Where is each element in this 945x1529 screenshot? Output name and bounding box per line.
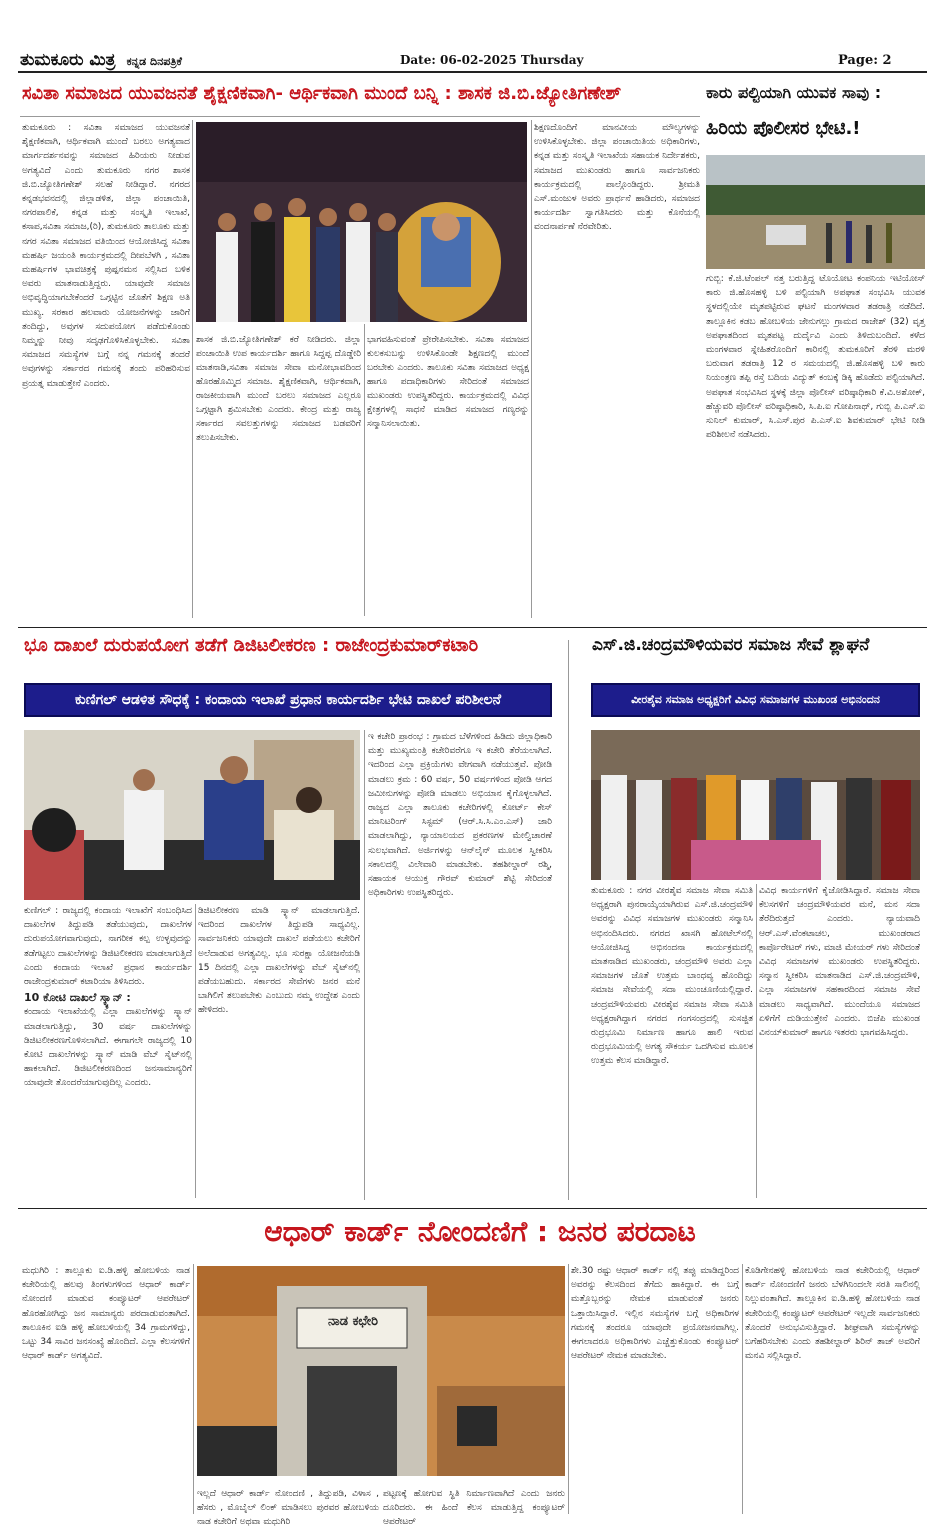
office-inspection-image bbox=[24, 730, 360, 900]
story2-body bbox=[706, 272, 925, 620]
story4-headline: ಎಸ್.ಜಿ.ಚಂದ್ರಮೌಳಿಯವರ ಸಮಾಜ ಸೇವೆ ಶ್ಲಾಘನೆ bbox=[592, 635, 870, 655]
story2-headline-1: ಕಾರು ಪಲ್ಟಿಯಾಗಿ ಯುವಕ ಸಾವು : bbox=[706, 83, 882, 102]
story3-column-1 bbox=[24, 904, 192, 1198]
story2-headline-2: ಹಿರಿಯ ಪೊಲೀಸರ ಭೇಟಿ.! bbox=[706, 118, 861, 139]
nada-kacheri-building-image bbox=[197, 1266, 565, 1476]
column-divider bbox=[192, 120, 193, 618]
story3-text-left: ಕುಣಿಗಲ್ : ರಾಜ್ಯದಲ್ಲಿ ಕಂದಾಯ ಇಲಾಖೆಗೆ ಸಂಬಂಧಿಸಿದ ದಾಖಲೆಗಳ ತಿದ್ದುಪಡಿ ತಡೆಯುವುದು, ದಾಖಲೆಗಳ ದುರುಪಯೋಗವಾಗುವುದು, ನಾಗರೀಕ ಕಲ್ಪ ಉಳ್ಳವುದನ್ನು ತಡೆಗಟ್ಟಲು ದಾಖಲೆಗಳನ್ನು ಡಿಜಿಟಲೀಕರಣ ಮಾಡಲಾಗುತ್ತಿದೆ ಎಂದು ಕಂದಾಯ ಇಲಾಖೆ ಪ್ರಧಾನ ಕಾರ್ಯದರ್ಶಿ ರಾಜೇಂದ್ರಕುಮಾರ್ ಕಟಾರಿಯಾ ತಿಳಿಸಿದರು. bbox=[24, 906, 192, 988]
newspaper-tagline: ಕನ್ನಡ ದಿನಪತ್ರಿಕೆ bbox=[126, 55, 182, 68]
story5-text-1: ಮಧುಗಿರಿ : ತಾಲ್ಲೂಕು ಐ.ಡಿ.ಹಳ್ಳಿ ಹೋಬಳಿಯ ನಾಡ ಕಚೇರಿಯಲ್ಲಿ ಹಲವು ತಿಂಗಳುಗಳಿಂದ ಆಧಾರ್ ಕಾರ್ಡ್ ನೋಂದಣಿ ಮಾಡುವ ಕಂಪ್ಯೂಟರ್ ಆಪರೇಟರ್ ಹೊರಹೋಗಿದ್ದು ಜನ ಸಾಮಾನ್ಯರು ಪರದಾಡುವಂತಾಗಿದೆ. ತಾಲೂಕಿನ ಐಡಿ ಹಳ್ಳಿ ಹೋಬಳಿಯಲ್ಲಿ 34 ಗ್ರಾಮಗಳಿದ್ದು, ಒಟ್ಟು 34 ಸಾವಿರ ಜನಸಂಖ್ಯೆ ಹೊಂದಿದೆ. ಎಲ್ಲಾ ಕೆಲಸಗಳಿಗೆ ಆಧಾರ್ ಕಾರ್ಡ್ ಅಗತ್ಯವಿದೆ. bbox=[22, 1266, 190, 1362]
divider bbox=[20, 116, 700, 117]
story1-column-4 bbox=[534, 121, 700, 616]
story1-column-2 bbox=[196, 324, 361, 616]
column-divider bbox=[364, 730, 365, 1200]
story5-text-3: ಶೇ.30 ರಷ್ಟು ಆಧಾರ್ ಕಾರ್ಡ್ ನಲ್ಲಿ ತಪ್ಪು ಮಾಡಿದ್ದರಿಂದ ಅವರನ್ನು ಕೆಲಸದಿಂದ ತೆಗೆದು ಹಾಕಿದ್ದಾರೆ. ಈ ಬಗ್ಗೆ ಮತ್ತೊಬ್ಬರನ್ನು ನೇಮಕ ಮಾಡುವಂತೆ ಜನರು ಒತ್ತಾಯಿಸಿದ್ದಾರೆ. ಇಲ್ಲಿನ ಸಮಸ್ಯೆಗಳ ಬಗ್ಗೆ ಅಧಿಕಾರಿಗಳ ಗಮನಕ್ಕೆ ತಂದರೂ ಯಾವುದೇ ಪ್ರಯೋಜನವಾಗಿಲ್ಲ. ಈಗಲಾದರೂ ಅಧಿಕಾರಿಗಳು ಎಚ್ಚೆತ್ತುಕೊಂಡು ಕಂಪ್ಯೂಟರ್ ಆಪರೇಟರ್ ನೇಮಕ ಮಾಡಬೇಕು. bbox=[571, 1266, 739, 1362]
story3-bullet-text: ಕಂದಾಯ ಇಲಾಖೆಯಲ್ಲಿ ಎಲ್ಲಾ ದಾಖಲೆಗಳನ್ನು ಸ್ಕ್ಯಾನ್ ಮಾಡಲಾಗುತ್ತಿದ್ದು, 30 ವರ್ಷ ದಾಖಲೆಗಳನ್ನು ಡಿಜಿಟಲೀಕರಣಗೊಳಿಸಲಾಗಿದೆ. ಈಗಾಗಲೇ ರಾಜ್ಯದಲ್ಲಿ 10 ಕೋಟಿ ದಾಖಲೆಗಳನ್ನು ಸ್ಕ್ಯಾನ್ ಮಾಡಿ ವೆಬ್ ಸೈಟ್‌ನಲ್ಲಿ ಹಾಕಲಾಗಿದೆ. ಡಿಜಿಟಲೀಕರಣದಿಂದ ಜನಸಾಮಾನ್ಯರಿಗೆ ಯಾವುದೇ ತೊಂದರೆಯಾಗುವುದಿಲ್ಲ ಎಂದರು. bbox=[24, 1007, 192, 1089]
felicitation-group-image bbox=[591, 730, 920, 880]
column-divider bbox=[193, 1264, 194, 1514]
story5-under-photo-2: ಪಟ್ಟಣಕ್ಕೆ ಹೋಗುವ ಸ್ಥಿತಿ ನಿರ್ಮಾಣವಾಗಿದೆ ಎಂದು ಜನರು ದೂರಿದರು. ಈ ಹಿಂದೆ ಕೆಲಸ ಮಾಡುತ್ತಿದ್ದ ಕಂಪ್ಯೂಟರ್ ಆಪರೇಟರ್ bbox=[383, 1489, 565, 1527]
story3-text-mid: ಡಿಜಿಟಲೀಕರಣ ಮಾಡಿ ಸ್ಕ್ಯಾನ್ ಮಾಡಲಾಗುತ್ತಿದೆ. ಇದರಿಂದ ದಾಖಲೆಗಳ ತಿದ್ದುಪಡಿ ಸಾಧ್ಯವಿಲ್ಲ. ಸಾರ್ವಜನಿಕರು ಯಾವುದೇ ದಾಖಲೆ ಪಡೆಯಲು ಕಚೇರಿಗೆ ಅಲೆದಾಡುವ ಅಗತ್ಯವಿಲ್ಲ. ಭೂ ಸುರಕ್ಷಾ ಯೋಜನೆಯಡಿ 15 ದಿನದಲ್ಲಿ ಎಲ್ಲಾ ದಾಖಲೆಗಳನ್ನು ವೆಬ್ ಸೈಟ್‌ನಲ್ಲಿ ಪಡೆಯಬಹುದು. ಸರ್ಕಾರದ ಸೇವೆಗಳು ಜನರ ಮನೆ ಬಾಗಿಲಿಗೆ ತಲುಪಬೇಕು ಎಂಬುದು ನಮ್ಮ ಉದ್ದೇಶ ಎಂದು ಹೇಳಿದರು. bbox=[198, 906, 360, 1016]
story4-column-2 bbox=[759, 884, 920, 1198]
story1-text: ತುಮಕೂರು : ಸವಿತಾ ಸಮಾಜದ ಯುವಜನತೆ ಶೈಕ್ಷಣಿಕವಾಗಿ, ಆರ್ಥಿಕವಾಗಿ ಮುಂದೆ ಬರಲು ಅಗತ್ಯವಾದ ಮಾರ್ಗದರ್ಶನವನ್ನು ಸಮಾಜದ ಹಿರಿಯರು ನೀಡುವ ಅಗತ್ಯವಿದೆ ಎಂದು ತುಮಕೂರು ನಗರ ಶಾಸಕ ಜಿ.ಬಿ.ಜ್ಯೋತಿಗಣೇಶ್ ಸಲಹೆ ನೀಡಿದ್ದಾರೆ. ನಗರದ ಕನ್ನಡಭವನದಲ್ಲಿ ಜಿಲ್ಲಾಡಳಿತ, ಜಿಲ್ಲಾ ಪಂಚಾಯಿತಿ, ನಗರಪಾಲಿಕೆ, ಕನ್ನಡ ಮತ್ತು ಸಂಸ್ಕೃತಿ ಇಲಾಖೆ, ಕಸಾಪ,ಸವಿತಾ ಸಮಾಜ,(ರಿ), ತುಮಕೂರು ತಾಲೂಕು ಮತ್ತು ನಗರ ಸವಿತಾ ಸಮಾಜದ ವತಿಯಿಂದ ಆಯೋಜಿಸಿದ್ದ ಸವಿತಾ ಮಹರ್ಷಿ ಜಯಂತಿ ಕಾರ್ಯಕ್ರಮದಲ್ಲಿ ದೀಪಬೆಳಗಿ , ಸವಿತಾ ಮಹರ್ಷಿಗಳ ಭಾವಚಿತ್ರಕ್ಕೆ ಪುಷ್ಪನಮನ ಸಲ್ಲಿಸಿದ ಬಳಿಕ ಅವರು ಮಾತನಾಡುತ್ತಿದ್ದರು. ಯಾವುದೇ ಸಮಾಜ ಅಭಿವೃದ್ಧಿಯಾಗಬೇಕೆಂದರೆ ಒಗ್ಗಟ್ಟಿನ ಜೊತೆಗೆ ಶಿಕ್ಷಣ ಅತಿ ಮುಖ್ಯ. ಸರಕಾರ ಹಲವಾರು ಯೋಜನೆಗಳನ್ನು ಜಾರಿಗೆ ತಂದಿದ್ದು, ಅವುಗಳ ಸದುಪಯೋಗ ಪಡೆದುಕೊಂಡು ನಿಮ್ಮನ್ನು ನೀವು ಸದೃಢಗೊಳಿಸಿಕೊಳ್ಳಬೇಕು. ಸವಿತಾ ಸಮಾಜದ ಸಮಸ್ಯೆಗಳ ಬಗ್ಗೆ ನನ್ನ ಗಮನಕ್ಕೆ ತಂದರೆ ಅವುಗಳನ್ನು ಸರ್ಕಾರದ ಗಮನಕ್ಕೆ ತಂದು ಪರಿಹರಿಸುವ ಪ್ರಯತ್ನ ಮಾಡುತ್ತೇನೆ ಎಂದರು. bbox=[22, 123, 190, 389]
story2-photo bbox=[706, 155, 925, 269]
story3-column-3 bbox=[368, 730, 552, 1198]
story5-column-1 bbox=[22, 1264, 190, 1514]
story1-text-3: ಭಾಗವಹಿಸುವಂತೆ ಪ್ರೇರೇಪಿಸಬೇಕು. ಸವಿತಾ ಸಮಾಜದ ಕುಲಕಸುಬನ್ನು ಉಳಿಸಿಕೊಂಡೇ ಶಿಕ್ಷಣದಲ್ಲಿ ಮುಂದೆ ಬರಬೇಕು ಎಂದರು. ತಾಲೂಕು ಸವಿತಾ ಸಮಾಜದ ಅಧ್ಯಕ್ಷ ಹಾಗೂ ಪದಾಧಿಕಾರಿಗಳು ಸೇರಿದಂತೆ ಸಮಾಜದ ಮುಖಂಡರು ಉಪಸ್ಥಿತರಿದ್ದರು. ಕಾರ್ಯಕ್ರಮದಲ್ಲಿ ವಿವಿಧ ಕ್ಷೇತ್ರಗಳಲ್ಲಿ ಸಾಧನೆ ಮಾಡಿದ ಸಮಾಜದ ಗಣ್ಯರನ್ನು ಸನ್ಮಾನಿಸಲಾಯಿತು. bbox=[367, 335, 529, 429]
story4-text-1: ತುಮಕೂರು : ನಗರ ವೀರಶೈವ ಸಮಾಜ ಸೇವಾ ಸಮಿತಿ ಅಧ್ಯಕ್ಷರಾಗಿ ಪುನರಾಯ್ಕೆಯಾಗಿರುವ ಎಸ್.ಜಿ.ಚಂದ್ರಮೌಳಿ ಅವರನ್ನು ವಿವಿಧ ಸಮಾಜಗಳ ಮುಖಂಡರು ಸನ್ಮಾನಿಸಿ ಅಭಿನಂದಿಸಿದರು. ನಗರದ ಖಾಸಗಿ ಹೋಟೆಲ್‌ನಲ್ಲಿ ಆಯೋಜಿಸಿದ್ದ ಅಭಿನಂದನಾ ಕಾರ್ಯಕ್ರಮದಲ್ಲಿ ಮಾತನಾಡಿದ ಮುಖಂಡರು, ಚಂದ್ರಮೌಳಿ ಅವರು ಎಲ್ಲಾ ಸಮಾಜಗಳ ಜೊತೆ ಉತ್ತಮ ಬಾಂಧವ್ಯ ಹೊಂದಿದ್ದು ಸಮಾಜ ಸೇವೆಯಲ್ಲಿ ಸದಾ ಮುಂಚೂಣಿಯಲ್ಲಿದ್ದಾರೆ. ಚಂದ್ರಮೌಳಿಯವರು ವೀರಶೈವ ಸಮಾಜ ಸೇವಾ ಸಮಿತಿ ಅಧ್ಯಕ್ಷರಾಗಿದ್ದಾಗ ನಗರದ ಗಂಗಸಂದ್ರದಲ್ಲಿ ಸುಸಜ್ಜಿತ ರುದ್ರಭೂಮಿ ನಿರ್ಮಾಣ ಹಾಗೂ ಹಾಲಿ ಇರುವ ರುದ್ರಭೂಮಿಯಲ್ಲಿ ಅಗತ್ಯ ಸೌಕರ್ಯ ಒದಗಿಸುವ ಮೂಲಕ ಉತ್ತಮ ಕೆಲಸ ಮಾಡಿದ್ದಾರೆ. bbox=[591, 886, 753, 1067]
story5-caption-left bbox=[197, 1478, 379, 1527]
office-board-sign: ನಾಡ ಕಛೇರಿ bbox=[327, 1314, 379, 1329]
story5-column-4 bbox=[745, 1264, 920, 1514]
story3-subhead: ಕುಣಿಗಲ್ ಆಡಳಿತ ಸೌಧಕ್ಕೆ : ಕಂದಾಯ ಇಲಾಖೆ ಪ್ರಧಾನ ಕಾರ್ಯದರ್ಶಿ ಭೇಟಿ ದಾಖಲೆ ಪರಿಶೀಲನೆ bbox=[24, 683, 552, 717]
story1-photo bbox=[196, 122, 527, 322]
masthead-rule bbox=[18, 71, 927, 73]
story5-under-photo: ಇಲ್ಲದೆ ಆಧಾರ್ ಕಾರ್ಡ್ ನೋಂದಣಿ , ತಿದ್ದುಪಡಿ, ವಿಳಾಸ , ಹೆಸರು , ಮೊಬೈಲ್ ಲಿಂಕ್ ಮಾಡಿಸಲು ಪುರವರ ಹೋಬಳಿಯ ನಾಡ ಕಚೇರಿಗೆ ಅಥವಾ ಮಧುಗಿರಿ bbox=[197, 1489, 379, 1527]
story3-photo bbox=[24, 730, 360, 900]
column-divider bbox=[742, 1264, 743, 1514]
masthead-brand bbox=[20, 50, 182, 70]
story5-headline: ಆಧಾರ್ ಕಾರ್ಡ್ ನೋಂದಣಿಗೆ : ಜನರ ಪರದಾಟ bbox=[264, 1215, 696, 1248]
story1-column-1 bbox=[22, 121, 190, 616]
issue-date: Date: 06-02-2025 Thursday bbox=[400, 53, 584, 67]
story2-text: ಗುಬ್ಬಿ: ಕೆ.ಜಿ.ಟೆಂಪಲ್ ನತ್ತ ಬರುತ್ತಿದ್ದ ಟೊಯೋಟ ಕಂಪನಿಯ ಇಟಿಯೋಸ್ ಕಾರು ಜಿ.ಹೊಸಹಳ್ಳಿ ಬಳಿ ಪಲ್ಟಿಯಾಗಿ ಅಪಘಾತ ಸಂಭವಿಸಿ ಯುವಕ ಸ್ಥಳದಲ್ಲಿಯೇ ಮೃತಪಟ್ಟಿರುವ ಘಟನೆ ಮಂಗಳವಾರ ತಡರಾತ್ರಿ ನಡೆದಿದೆ. ತಾಲ್ಲೂಕಿನ ಕಡಬ ಹೋಬಳಿಯ ಜೇನುಗಲ್ಲು ಗ್ರಾಮದ ರಾಜೇಶ್ (32) ವೃತ್ತ ಅಪಘಾತದಿಂದ ಮೃತಪಟ್ಟ ದುರ್ದೈವಿ ಎಂದು ತಿಳಿದುಬಂದಿದೆ. ಕಳೆದ ಮಂಗಳವಾರ ಸ್ನೇಹಿತರೊಂದಿಗೆ ಕಾರಿನಲ್ಲಿ ತುಮಕೂರಿಗೆ ತೆರಳಿ ಮರಳಿ ಬರುವಾಗ ತಡರಾತ್ರಿ 12 ರ ಸಮಯದಲ್ಲಿ ಜಿ.ಹೊಸಹಳ್ಳಿ ಬಳಿ ಕಾರು ನಿಯಂತ್ರಣ ತಪ್ಪಿ ರಸ್ತೆ ಬದಿಯ ವಿದ್ಯುತ್ ಕಂಬಕ್ಕೆ ಡಿಕ್ಕಿ ಹೊಡೆದು ಪಲ್ಟಿಯಾಗಿದೆ. ಅಪಘಾತ ಸಂಭವಿಸಿದ ಸ್ಥಳಕ್ಕೆ ಜಿಲ್ಲಾ ಪೊಲೀಸ್ ವರಿಷ್ಠಾಧಿಕಾರಿ ಕೆ.ವಿ.ಅಶೋಕ್, ಹೆಚ್ಚುವರಿ ಪೊಲೀಸ್ ವರಿಷ್ಠಾಧಿಕಾರಿ, ಸಿ.ಪಿ.ಐ ಗೋಪಿನಾಥ್, ಗುಬ್ಬಿ ಪಿ.ಎಸ್.ಐ ಸುನಿಲ್ ಕುಮಾರ್, ಸಿ.ಎಸ್.ಪುರ ಪಿ.ಎಸ್.ಐ ಶಿವಕುಮಾರ್ ಭೇಟಿ ನೀಡಿ ಪರಿಶೀಲನೆ ನಡೆಸಿದರು. bbox=[706, 274, 925, 441]
story4-photo bbox=[591, 730, 920, 880]
story4-text-2: ವಿವಿಧ ಕಾರ್ಯಗಳಿಗೆ ಕೈಜೋಡಿಸಿದ್ದಾರೆ. ಸಮಾಜ ಸೇವಾ ಕೆಲಸಗಳಿಗೆ ಚಂದ್ರಮೌಳಿಯವರ ಮನೆ, ಮನ ಸದಾ ತೆರೆದಿರುತ್ತದೆ ಎಂದರು. ನ್ಯಾಯವಾದಿ ಆರ್.ಎಸ್.ವೆಂಕಟಾಚಲ, ಮುಖಂಡರಾದ ಕಾರ್ಪೊರೇಟರ್ ಗಳು, ಮಾಜಿ ಮೇಯರ್ ಗಳು ಸೇರಿದಂತೆ ವಿವಿಧ ಸಮಾಜಗಳ ಮುಖಂಡರು ಉಪಸ್ಥಿತರಿದ್ದರು. ಸನ್ಮಾನ ಸ್ವೀಕರಿಸಿ ಮಾತನಾಡಿದ ಎಸ್.ಜಿ.ಚಂದ್ರಮೌಳಿ, ಎಲ್ಲಾ ಸಮಾಜಗಳ ಸಹಕಾರದಿಂದ ಸಮಾಜ ಸೇವೆ ಮಾಡಲು ಸಾಧ್ಯವಾಗಿದೆ. ಮುಂದೆಯೂ ಸಮಾಜದ ಏಳಿಗೆಗೆ ದುಡಿಯುತ್ತೇನೆ ಎಂದರು. ಬಿಜೆಪಿ ಮುಖಂಡ ವಿನಯ್‌ಕುಮಾರ್ ಹಾಗೂ ಇತರರು ಭಾಗವಹಿಸಿದ್ದರು. bbox=[759, 886, 920, 1039]
column-divider bbox=[364, 324, 365, 616]
story5-photo bbox=[197, 1266, 565, 1476]
column-divider bbox=[195, 904, 196, 1198]
story1-text-4: ಶಿಕ್ಷಣದೊಂದಿಗೆ ಮಾನವೀಯ ಮೌಲ್ಯಗಳನ್ನು ಉಳಿಸಿಕೊಳ್ಳಬೇಕು. ಜಿಲ್ಲಾ ಪಂಚಾಯಿತಿಯ ಅಧಿಕಾರಿಗಳು, ಕನ್ನಡ ಮತ್ತು ಸಂಸ್ಕೃತಿ ಇಲಾಖೆಯ ಸಹಾಯಕ ನಿರ್ದೇಶಕರು, ಸಮಾಜದ ಮುಖಂಡರು ಹಾಗೂ ಸಾರ್ವಜನಿಕರು ಕಾರ್ಯಕ್ರಮದಲ್ಲಿ ಪಾಲ್ಗೊಂಡಿದ್ದರು. ಶ್ರೀಮತಿ ಎಸ್.ಮಂಜುಳ ಅವರು ಪ್ರಾರ್ಥನೆ ಹಾಡಿದರು, ಸಮಾಜದ ಕಾರ್ಯದರ್ಶಿ ಸ್ವಾಗತಿಸಿದರು ಮತ್ತು ಕೊನೆಯಲ್ಲಿ ವಂದನಾರ್ಪಣೆ ನೆರವೇರಿತು. bbox=[534, 123, 700, 233]
story1-caption-text: ಶಾಸಕ ಜಿ.ಬಿ.ಜ್ಯೋತಿಗಣೇಶ್ ಕರೆ ನೀಡಿದರು. ಜಿಲ್ಲಾ ಪಂಚಾಯಿತಿ ಉಪ ಕಾರ್ಯದರ್ಶಿ ಹಾಗೂ ಸಿದ್ದಪ್ಪ ದೊಡ್ಡೇರಿ ಮಾತನಾಡಿ,ಸವಿತಾ ಸಮಾಜ ಸೇವಾ ಮನೋಭಾವದಿಂದ ಹೊರಹೊಮ್ಮಿದ ಸಮಾಜ. ಶೈಕ್ಷಣಿಕವಾಗಿ, ಆರ್ಥಿಕವಾಗಿ, ರಾಜಕೀಯವಾಗಿ ಮುಂದೆ ಬರಲು ಸಮಾಜದ ಎಲ್ಲರೂ ಒಗ್ಗಟ್ಟಾಗಿ ಶ್ರಮಿಸಬೇಕು ಎಂದರು. ಕೇಂದ್ರ ಮತ್ತು ರಾಜ್ಯ ಸರ್ಕಾರದ ಸವಲತ್ತುಗಳನ್ನು ಸಮಾಜದ ಬಡವರಿಗೆ ತಲುಪಿಸಬೇಕು. bbox=[196, 335, 361, 443]
story3-bullet-title: 10 ಕೋಟಿ ದಾಖಲೆ ಸ್ಕ್ಯಾನ್ : bbox=[24, 991, 131, 1005]
column-divider bbox=[568, 640, 569, 1200]
story5-caption-right bbox=[383, 1478, 565, 1527]
story3-text-right: ಇ ಕಚೇರಿ ಪ್ರಾರಂಭ : ಗ್ರಾಮದ ಬೆಳೆಗಳಿಂದ ಹಿಡಿದು ಜಿಲ್ಲಾಧಿಕಾರಿ ಮತ್ತು ಮುಖ್ಯಮಂತ್ರಿ ಕಚೇರಿವರೆಗೂ ಇ ಕಚೇರಿ ತೆರೆಯಲಾಗಿದೆ. ಇದರಿಂದ ಎಲ್ಲಾ ಪ್ರಕ್ರಿಯೆಗಳು ವೇಗವಾಗಿ ನಡೆಯುತ್ತವೆ. ಪೋಡಿ ಮಾಡಲು ಕ್ರಮ : 60 ವರ್ಷ, 50 ವರ್ಷಗಳಿಂದ ಪೋಡಿ ಆಗದ ಜಮೀನುಗಳನ್ನು ಪೋಡಿ ಮಾಡಲು ಅಭಿಯಾನ ಕೈಗೊಳ್ಳಲಾಗಿದೆ. ರಾಜ್ಯದ ಎಲ್ಲಾ ತಾಲೂಕು ಕಚೇರಿಗಳಲ್ಲಿ ಕೋರ್ಟ್ ಕೇಸ್ ಮಾನಿಟರಿಂಗ್ ಸಿಸ್ಟಮ್ (ಆರ್.ಸಿ.ಸಿ.ಎಂ.ಎಸ್) ಜಾರಿ ಮಾಡಲಾಗಿದ್ದು, ನ್ಯಾಯಾಲಯದ ಪ್ರಕರಣಗಳ ಮೇಲ್ವಿಚಾರಣೆ ಸುಲಭವಾಗಿದೆ. ಅರ್ಜಿಗಳನ್ನು ಆನ್‌ಲೈನ್ ಮೂಲಕ ಸ್ವೀಕರಿಸಿ ಸಕಾಲದಲ್ಲಿ ವಿಲೇವಾರಿ ಮಾಡಬೇಕು. ತಹಶೀಲ್ದಾರ್ ರಶ್ಮಿ, ಸಹಾಯಕ ಆಯುಕ್ತ ಗೌರವ್ ಕುಮಾರ್ ಶೆಟ್ಟಿ ಸೇರಿದಂತೆ ಅಧಿಕಾರಿಗಳು ಉಪಸ್ಥಿತರಿದ್ದರು. bbox=[368, 732, 552, 899]
column-divider bbox=[756, 884, 757, 1198]
story1-column-3 bbox=[367, 324, 529, 616]
section-rule bbox=[18, 1208, 927, 1209]
page-number: Page: 2 bbox=[838, 53, 892, 68]
section-rule bbox=[18, 627, 927, 628]
story5-column-3 bbox=[571, 1264, 739, 1514]
story4-subhead: ವೀರಶೈವ ಸಮಾಜ ಅಧ್ಯಕ್ಷರಿಗೆ ವಿವಿಧ ಸಮಾಜಗಳ ಮುಖಂಡ ಅಭಿನಂದನ bbox=[591, 683, 920, 717]
story4-column-1 bbox=[591, 884, 753, 1198]
story3-headline: ಭೂ ದಾಖಲೆ ದುರುಪಯೋಗ ತಡೆಗೆ ಡಿಜಿಟಲೀಕರಣ : ರಾಜೇಂದ್ರಕುಮಾರ್‌ಕಟಾರಿ bbox=[24, 635, 479, 656]
newspaper-name: ತುಮಕೂರು ಮಿತ್ರ bbox=[20, 50, 116, 70]
story1-photo-image bbox=[196, 122, 527, 322]
column-divider bbox=[568, 1264, 569, 1514]
story3-column-2 bbox=[198, 904, 360, 1198]
story1-headline: ಸವಿತಾ ಸಮಾಜದ ಯುವಜನತೆ ಶೈಕ್ಷಣಿಕವಾಗಿ- ಆರ್ಥಿಕವಾಗಿ ಮುಂದೆ ಬನ್ನಿ : ಶಾಸಕ ಜಿ.ಬಿ.ಜ್ಯೋತಿಗಣೇಶ್ bbox=[22, 83, 622, 104]
story5-text-4: ಕೊಡಿಗೇನಹಳ್ಳಿ ಹೋಬಳಿಯ ನಾಡ ಕಚೇರಿಯಲ್ಲಿ ಆಧಾರ್ ಕಾರ್ಡ್ ನೋಂದಣಿಗೆ ಜನರು ಬೆಳಗಿನಿಂದಲೇ ಸರತಿ ಸಾಲಿನಲ್ಲಿ ನಿಲ್ಲುವಂತಾಗಿದೆ. ತಾಲ್ಲೂಕಿನ ಐ.ಡಿ.ಹಳ್ಳಿ ಹೋಬಳಿಯ ನಾಡ ಕಚೇರಿಯಲ್ಲಿ ಕಂಪ್ಯೂಟರ್ ಆಪರೇಟರ್ ಇಲ್ಲದೇ ಸಾರ್ವಜನಿಕರು ತೊಂದರೆ ಅನುಭವಿಸುತ್ತಿದ್ದಾರೆ. ಶೀಘ್ರವಾಗಿ ಸಮಸ್ಯೆಗಳನ್ನು ಬಗೆಹರಿಸಬೇಕು ಎಂದು ತಹಶೀಲ್ದಾರ್ ಶಿರಿನ್ ತಾಜ್ ಅವರಿಗೆ ಮನವಿ ಸಲ್ಲಿಸಿದ್ದಾರೆ. bbox=[745, 1266, 920, 1362]
column-divider bbox=[531, 120, 532, 618]
accident-photo-image bbox=[706, 155, 925, 269]
